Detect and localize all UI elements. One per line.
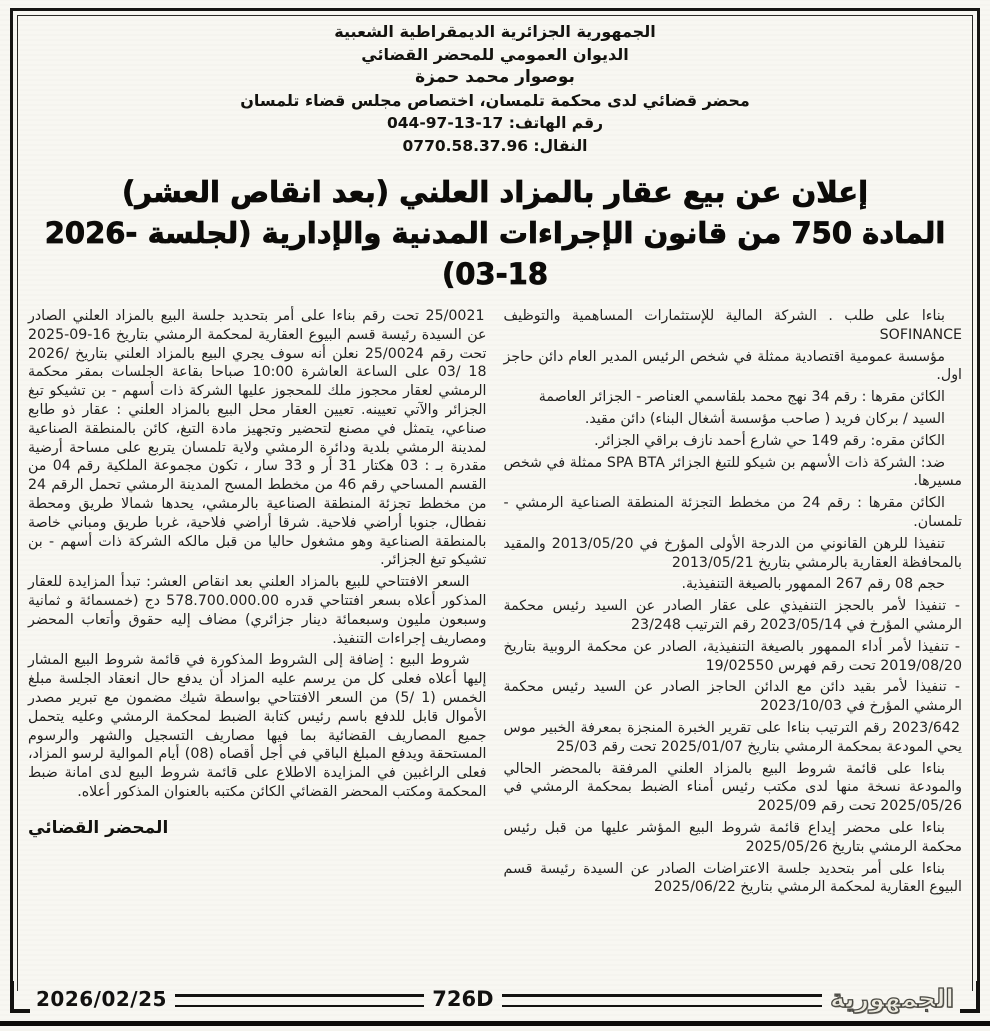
paragraph: - تنفيذا لأمر أداء الممهور بالصيغة التنفيذية، الصادر عن محكمة الروبية بتاريخ ⁦2019/08/20⁩ تحت رقم فهرس ⁦19/02550⁩: [503, 638, 962, 674]
corner-mark-left: [10, 981, 30, 1013]
bailiff-name: بوصوار محمد حمزة: [415, 67, 575, 87]
column-left: [28, 307, 487, 900]
publication-date: 2026/02/25: [36, 987, 167, 1011]
paragraph: - تنفيذا لأمر بقيد دائن مع الدائن الحاجز الصادر عن السيد رئيس محكمة الرمشي المؤرخ في ⁦2023/10/03⁩: [503, 679, 962, 715]
mobile-line: النقال: ⁦0770.58.37.96⁩: [402, 137, 588, 155]
paragraph: بناءا على أمر بتحديد جلسة الاعتراضات الصادر عن السيدة رئيسة قسم البيوع العقارية لمحكمة الرمشي بتاريخ ⁦2025/06/22⁩: [503, 860, 962, 896]
newspaper-logo: الجمهورية: [830, 983, 954, 1013]
paragraph: حجم 08 رقم 267 الممهور بالصيغة التنفيذية.: [681, 576, 945, 593]
paragraph: السيد / بركان فريد ( صاحب مؤسسة أشغال البناء) دائن مقيد.: [584, 410, 945, 427]
notice-content: [24, 16, 966, 985]
footer-rule: [502, 994, 823, 1007]
body-columns: [24, 305, 966, 900]
page-bottom-rule: [0, 1021, 990, 1026]
issuer-header: [24, 20, 966, 158]
ad-reference-number: 726D: [432, 987, 494, 1011]
footer-strip: [10, 985, 980, 1015]
paragraph: الكائن مقره: رقم 149 حي شارع أحمد نازف براقي الجزائر.: [594, 432, 945, 449]
bailiff-signature: المحضر القضائي: [28, 817, 169, 838]
paragraph: تنفيذا للرهن القانوني من الدرجة الأولى المؤرخ في ⁦2013/05/20⁩ والمقيد بالمحافظة العقارية بالرمشي بتاريخ ⁦2013/05/21⁩: [503, 535, 962, 571]
paragraph: الكائن مقرها : رقم 24 من مخطط التجزئة المنطقة الصناعية الرمشي - تلمسان.: [503, 495, 962, 530]
paragraph: مؤسسة عمومية اقتصادية ممثلة في شخص الرئيس المدير العام دائن حاجز اول.: [503, 348, 962, 384]
paragraph-opening-price: السعر الافتتاحي للبيع بالمزاد العلني بعد انقاص العشر: تبدأ المزايدة للعقار المذكور أعلاه بسعر افتتاحي قدره ⁦578.700.000.00⁩ دج (خمسمائة و ثمانية وسبعون مليون وسبعمائة دينار جزائري) مضاف إليه حقوق وأتعاب المحضر ومصاريف إجراءات التنفيذ.: [28, 574, 487, 647]
column-right: [504, 307, 963, 900]
paragraph: بناءا على قائمة شروط البيع بالمزاد العلني المرفقة بالمحضر الحالي والمودعة نسخة منها لدى مكتب رئيس أمناء الضبط بمحكمة الرمشي في ⁦2025/05/26⁩ تحت رقم ⁦2025/09⁩: [503, 760, 962, 815]
office-line: الديوان العمومي للمحضر القضائي: [361, 45, 629, 64]
corner-mark-right: [960, 981, 980, 1013]
paragraph: بناءا على طلب . الشركة المالية للإستثمارات المساهمية والتوظيف SOFINANCE: [503, 308, 962, 343]
paragraph-sale-conditions: شروط البيع : إضافة إلى الشروط المذكورة في قائمة شروط البيع المشار إليها أعلاه فعلى كل من يرسم عليه المزاد أن يدفع حال انعقاد الجلسة مبلغ الخمس ⁦(5/ 1)⁩ من السعر الافتتاحي بواسطة شيك مضمون مع تبرير مصدر الأموال قابل للدفع باسم رئيس كتابة الضبط لمحكمة الرمشي وعليه يتحمل جميع المصاريف القضائية بما فيها مصاريف التسجيل والشهر والرسوم المستحقة ويدفع المبلغ الباقي في أجل أقصاه (08) أيام الموالية لرسو المزاد، فعلى الراغبين في المزايدة الاطلاع على قائمة شروط البيع لدى امانة ضبط المحكمة ومكتب المحضر القضائي الكائن مكتبه بالعنوان المذكور أعلاه.: [28, 652, 487, 800]
paragraph: ضد: الشركة ذات الأسهم بن شيكو للتبغ الجزائر SPA BTA ممثلة في شخص مسيرها.: [503, 454, 962, 490]
title-line-1: إعلان عن بيع عقار بالمزاد العلني (بعد انقاص العشر): [121, 175, 869, 209]
paragraph: ⁦25/0021⁩ تحت رقم بناءا على أمر بتحديد جلسة البيع بالمزاد العلني الصادر عن السيدة رئيسة قسم البيوع العقارية لمحكمة الرمشي بتاريخ ⁦2025-09-16⁩ تحت رقم ⁦25/0024⁩ نعلن أنه سوف يجري البيع بالمزاد العلني بتاريخ ⁦2026/ 03/ 18⁩ على الساعة العاشرة ⁦10:00⁩ صباحا بقاعة الجلسات بمقر محكمة الرمشي لعقار محجوز ملك للمحجوز عليها الشركة ذات أسهم - بن تشيكو تبغ الجزائر والآتي تعيينه. تعيين العقار محل البيع بالمزاد العلني : عقار ذو طابع صناعي، يتمثل في مصنع لتحضير وتجهيز مادة التبغ، كائن بالمنطقة الصناعية لمدينة الرمشي بلدية ودائرة الرمشي ولاية تلمسان يتربع على مساحة أرضية مقدرة بـ : 03 هكتار 31 أر و 33 سار ، تكون مجموعة الملكية رقم 04 من القسم المساحي رقم 46 من مخطط المسح المدينة الرمشي تحمل الرقم 24 من مخطط تجزئة المنطقة الصناعية بالرمشي، يحدها شمالا طريق ومحطة نفطال، جنوبا أراضي فلاحية. شرقا أراضي فلاحية، غربا طريق ومباني خاصة بالمنطقة الصناعية وهو مشغول حاليا من قبل مالكه الشركة ذات أسهم - بن تشيكو تبغ الجزائر.: [28, 308, 487, 569]
paragraph: الكائن مقرها : رقم 34 نهج محمد بلقاسمي العناصر - الجزائر العاصمة: [538, 389, 945, 406]
paragraph: - تنفيذا لأمر بالحجز التنفيذي على عقار الصادر عن السيد رئيس محكمة الرمشي المؤرخ في ⁦2023/05/14⁩ رقم الترتيب ⁦23/248⁩: [503, 598, 962, 633]
title-line-2: المادة 750 من قانون الإجراءات المدنية والإدارية (لجلسة ⁦2026-03-18⁩): [44, 216, 946, 291]
footer-rule: [175, 994, 424, 1007]
page-title: [24, 172, 966, 295]
jurisdiction-line: محضر قضائي لدى محكمة تلمسان، اختصاص مجلس قضاء تلمسان: [240, 91, 750, 110]
paragraph: بناءا على محضر إيداع قائمة شروط البيع المؤشر عليها من قبل رئيس محكمة الرمشي بتاريخ ⁦2025/05/26⁩: [503, 819, 962, 855]
phone-line: رقم الهاتف: ⁦044-97-13-17⁩: [386, 114, 604, 132]
paragraph: ⁦2023/642⁩ رقم الترتيب بناءا على تقرير الخبرة المنجزة بمعرفة الخبير موس يحي المودعة بمحكمة الرمشي بتاريخ ⁦2025/01/07⁩ تحت رقم ⁦25/03⁩: [503, 719, 962, 755]
republic-line: الجمهورية الجزائرية الديمقراطية الشعبية: [334, 22, 656, 41]
